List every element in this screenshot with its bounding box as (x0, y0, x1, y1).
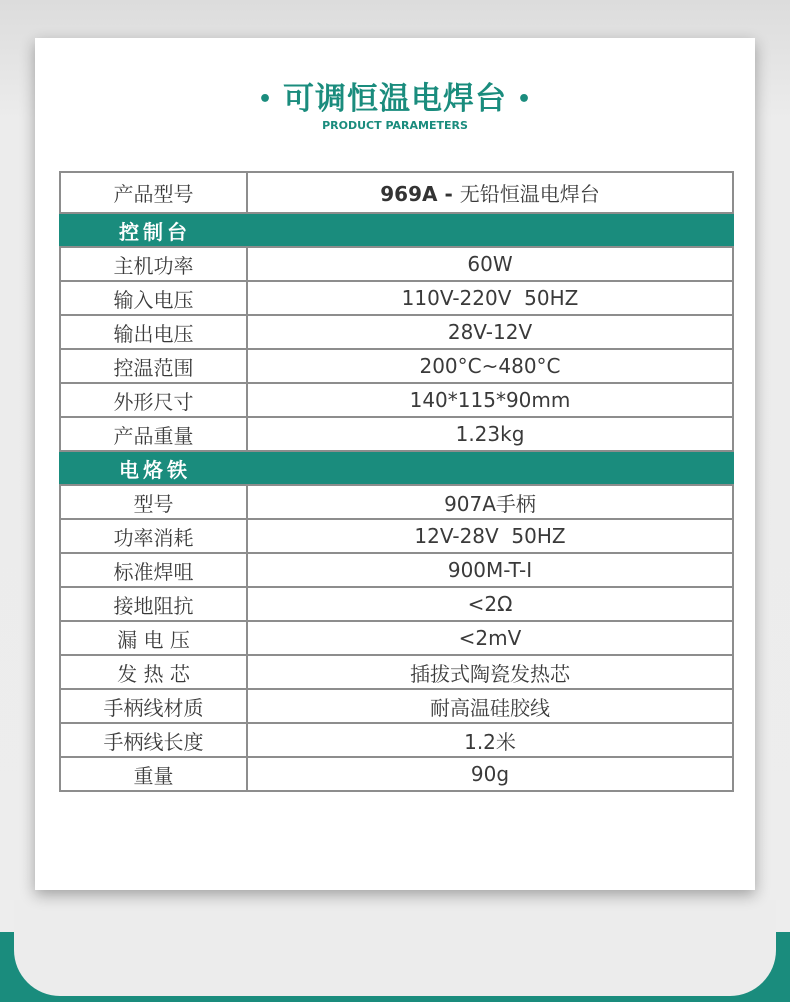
row-value: 1.2米 (247, 723, 733, 757)
row-value: 140*115*90mm (247, 383, 733, 417)
section-title: 电烙铁 (119, 457, 191, 482)
section-title: 控制台 (119, 219, 191, 244)
spec-table (59, 171, 734, 792)
table-row (60, 281, 733, 315)
row-label: 手柄线长度 (60, 723, 247, 757)
row-value-highlight: 插拔式陶瓷发热芯 (247, 655, 733, 689)
page-title (0, 78, 790, 124)
row-value: 耐高温硅胶线 (247, 689, 733, 723)
model-description: 无铅恒温电焊台 (459, 182, 600, 206)
model-separator: - (437, 182, 460, 206)
row-label: 控温范围 (60, 349, 247, 383)
row-label: 产品重量 (60, 417, 247, 451)
table-row (60, 315, 733, 349)
page-subtitle: PRODUCT PARAMETERS (322, 119, 468, 132)
section-header-console (60, 213, 733, 247)
row-value: <2Ω (247, 587, 733, 621)
row-value: 900M-T-I (247, 553, 733, 587)
bottom-curve-shape (14, 900, 776, 996)
row-label: 外形尺寸 (60, 383, 247, 417)
table-row (60, 247, 733, 281)
table-row (60, 655, 733, 689)
row-label: 主机功率 (60, 247, 247, 281)
table-row (60, 723, 733, 757)
row-value: 1.23kg (247, 417, 733, 451)
table-row (60, 553, 733, 587)
row-value: <2mV (247, 621, 733, 655)
row-label: 型号 (60, 485, 247, 519)
title-dot-right: • (517, 87, 533, 112)
title-dot-left: • (257, 87, 273, 112)
table-row (60, 587, 733, 621)
row-label: 手柄线材质 (60, 689, 247, 723)
row-value: 90g (247, 757, 733, 791)
table-row (60, 519, 733, 553)
table-row (60, 417, 733, 451)
row-value: 60W (247, 247, 733, 281)
row-value (247, 172, 733, 213)
row-label: 标准焊咀 (60, 553, 247, 587)
table-row (60, 689, 733, 723)
table-row (60, 757, 733, 791)
row-value: 28V-12V (247, 315, 733, 349)
row-value: 110V-220V 50HZ (247, 281, 733, 315)
row-label: 重量 (60, 757, 247, 791)
table-row (60, 383, 733, 417)
table-row-model (60, 172, 733, 213)
row-label: 输入电压 (60, 281, 247, 315)
row-label: 功率消耗 (60, 519, 247, 553)
row-label: 发 热 芯 (60, 655, 247, 689)
row-value: 12V-28V 50HZ (247, 519, 733, 553)
row-label: 漏 电 压 (60, 621, 247, 655)
section-header-iron (60, 451, 733, 485)
table-row (60, 349, 733, 383)
row-value: 907A手柄 (247, 485, 733, 519)
table-row (60, 485, 733, 519)
model-code: 969A (380, 182, 438, 206)
row-label: 输出电压 (60, 315, 247, 349)
table-row (60, 621, 733, 655)
row-label: 产品型号 (60, 172, 247, 213)
row-label: 接地阻抗 (60, 587, 247, 621)
title-text: 可调恒温电焊台 (283, 81, 507, 117)
row-value: 200°C~480°C (247, 349, 733, 383)
